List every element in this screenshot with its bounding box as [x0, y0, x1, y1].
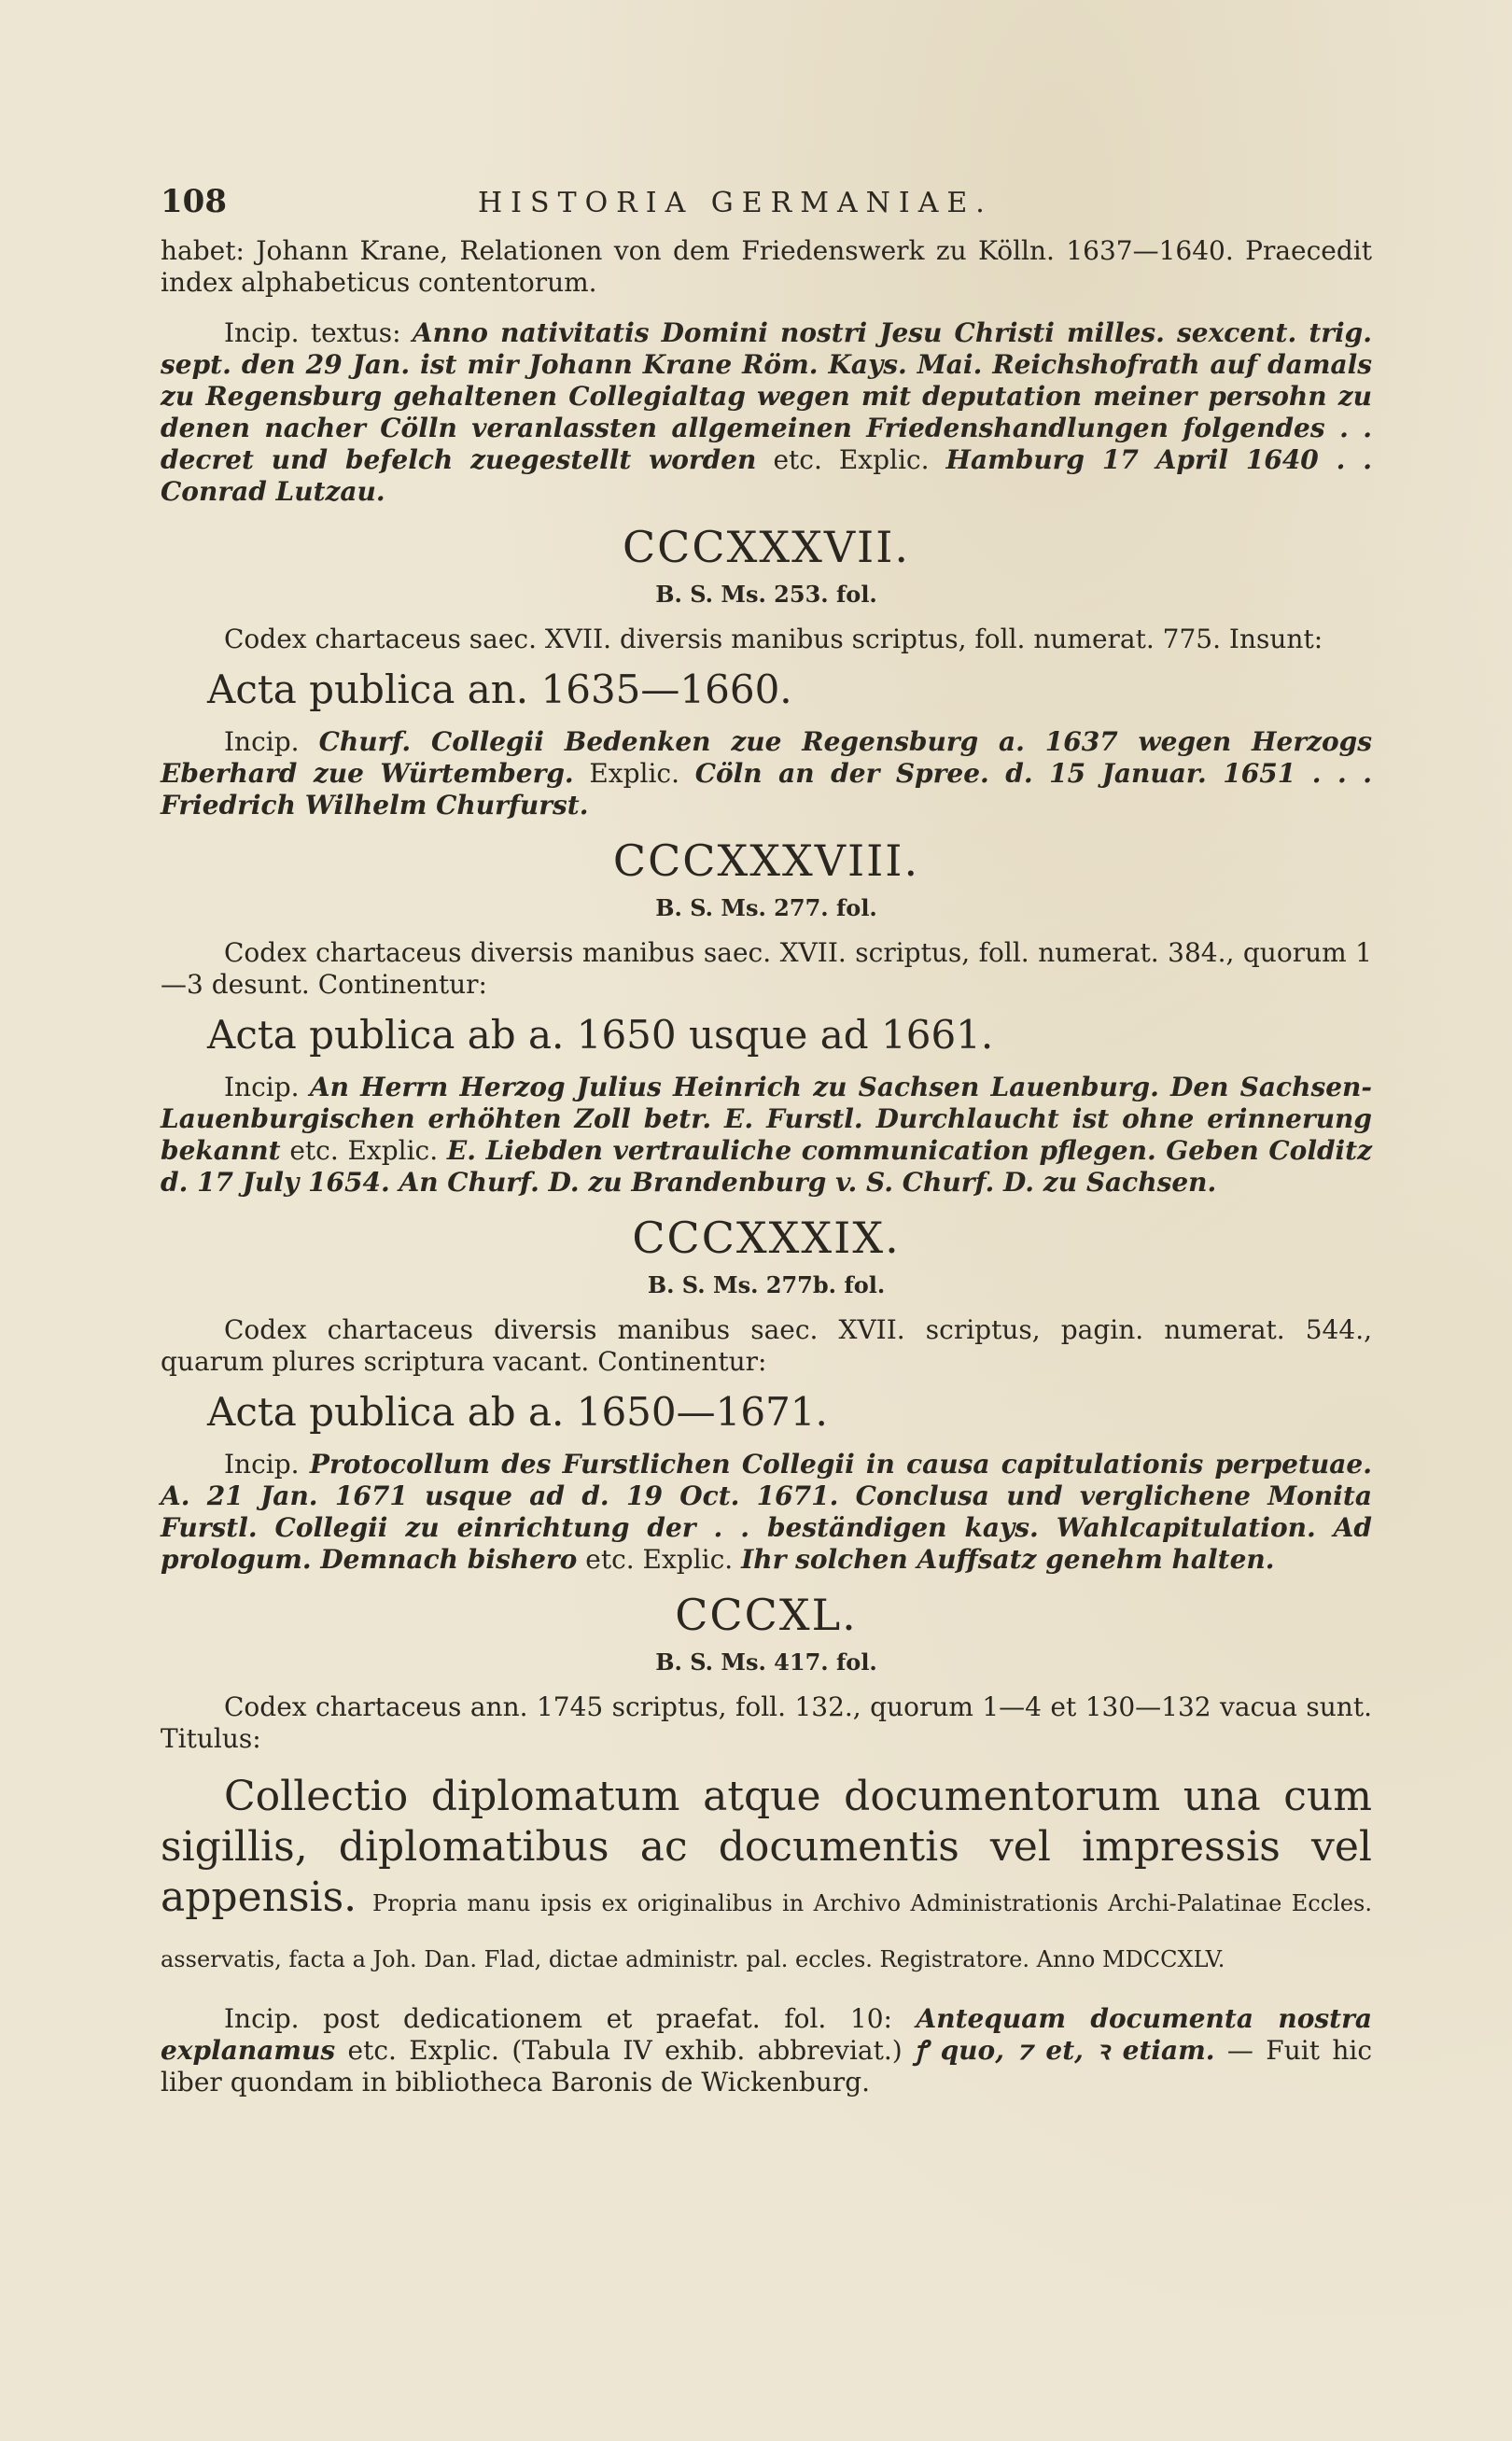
incip-label: Incip.: [224, 1449, 300, 1480]
header-title: HISTORIA GERMANIAE.: [478, 187, 993, 219]
shelfmark: B. S. Ms. 253. fol.: [655, 581, 877, 608]
codex-description: Codex chartaceus diversis manibus saec. XVII. scriptus, pagin. numerat. 544., quarum plures scriptura vacant. Continentur:: [161, 1314, 1372, 1377]
incipit-paragraph: [161, 726, 1372, 821]
entry-title: Collectio diplomatum atque documentorum una cum sigillis, diplomatibus ac documentis vel impressis vel appensis.: [161, 1773, 1372, 1921]
incip-text: Antequam documenta nostra explanamus: [161, 2003, 1372, 2066]
explic-text: ꝭ quo, ⁊ et, ꝛ etiam.: [915, 2035, 1215, 2066]
intro-paragraph: habet: Johann Krane, Relationen von dem Friedenswerk zu Kölln. 1637—1640. Praecedit index alphabeticus contentorum.: [161, 235, 1372, 298]
entry-numeral: CCCXL.: [675, 1590, 858, 1640]
shelfmark: B. S. Ms. 277. fol.: [655, 894, 877, 921]
incip-text: Anno nativitatis Domini nostri Jesu Christi milles. sexcent. trig. sept. den 29 Jan. ist mir Johann Krane Röm. Kays. Mai. Reichshofrath auf damals zu Regensburg gehaltenen Collegialtag wegen mit deputation meiner persohn zu denen nacher Cölln veranlassten allgemeinen Friedenshandlungen folgendes . . decret und befelch zuegestellt worden: [161, 317, 1372, 475]
shelfmark: B. S. Ms. 417. fol.: [655, 1648, 877, 1676]
explic-label: Explic.: [589, 758, 680, 789]
title-continuation: Propria manu ipsis ex originalibus in Archivo Administrationis Archi-Palatinae Eccles. asservatis, facta a Joh. Dan. Flad, dictae administr. pal. eccles. Registratore. Anno MDCCXLV.: [161, 1890, 1372, 1972]
incip-text: An Herrn Herzog Julius Heinrich zu Sachsen Lauenburg. Den Sachsen-Lauenburgischen erhöhten Zoll betr. E. Furstl. Durchlaucht ist ohne erinnerung bekannt: [161, 1072, 1372, 1166]
incip-text: Protocollum des Furstlichen Collegii in causa capitulationis perpetuae. A. 21 Jan. 1671 usque ad d. 19 Oct. 1671. Conclusa und verglichene Monita Furstl. Collegii zu einrichtung der . . beständigen kays. Wahlcapitulation. Ad prologum. Demnach bishero: [161, 1449, 1372, 1575]
explic-text: Ihr solchen Auffsatz genehm halten.: [741, 1544, 1275, 1575]
codex-description: Codex chartaceus diversis manibus saec. XVII. scriptus, foll. numerat. 384., quorum 1—3 desunt. Continentur:: [161, 937, 1372, 1000]
explic-text: Hamburg 17 April 1640 . . Conrad Lutzau.: [161, 444, 1372, 507]
shelfmark: B. S. Ms. 277b. fol.: [647, 1271, 886, 1298]
provenance-note: — Fuit hic liber quondam in bibliotheca Baronis de Wickenburg.: [161, 2035, 1373, 2097]
entry-title: Acta publica ab a. 1650—1671.: [207, 1389, 828, 1435]
entry-numeral: CCCXXXVII.: [622, 522, 911, 572]
page-number: 108: [161, 183, 227, 220]
incipit-paragraph: [161, 1072, 1372, 1199]
incip-label: Incip.: [224, 726, 300, 757]
incip-text: Churf. Collegii Bedenken zue Regensburg a. 1637 wegen Herzogs Eberhard zue Würtemberg.: [161, 726, 1372, 789]
entry-title: Acta publica an. 1635—1660.: [207, 666, 792, 712]
entry-numeral: CCCXXXVIII.: [612, 835, 920, 886]
intro-incipit: [161, 317, 1372, 508]
incip-label: Incip. post dedicationem et praefat. fol. 10:: [224, 2003, 892, 2034]
running-header: [161, 183, 1372, 220]
page-content: [161, 183, 1372, 2098]
entry-numeral: CCCXXXIX.: [632, 1213, 901, 1263]
incip-label: Incip.: [224, 1072, 300, 1102]
incipit-paragraph: [161, 2003, 1372, 2098]
entry-title-block: [161, 1772, 1372, 1985]
explic-label: etc. Explic.: [585, 1544, 734, 1575]
explic-label: etc. Explic. (Tabula IV exhib. abbreviat.): [347, 2035, 903, 2066]
explic-label: etc. Explic.: [773, 444, 930, 475]
codex-description: Codex chartaceus saec. XVII. diversis manibus scriptus, foll. numerat. 775. Insunt:: [224, 624, 1323, 654]
explic-text: Cöln an der Spree. d. 15 Januar. 1651 . . . Friedrich Wilhelm Churfurst.: [161, 758, 1372, 821]
incipit-paragraph: [161, 1449, 1372, 1576]
codex-description: Codex chartaceus ann. 1745 scriptus, foll. 132., quorum 1—4 et 130—132 vacua sunt. Titulus:: [161, 1691, 1372, 1754]
entry-title: Acta publica ab a. 1650 usque ad 1661.: [207, 1012, 994, 1058]
explic-label: etc. Explic.: [289, 1135, 439, 1166]
incip-label: Incip. textus:: [224, 317, 401, 348]
explic-text: E. Liebden vertrauliche communication pflegen. Geben Colditz d. 17 July 1654. An Churf. D. zu Brandenburg v. S. Churf. D. zu Sachsen.: [161, 1135, 1372, 1198]
